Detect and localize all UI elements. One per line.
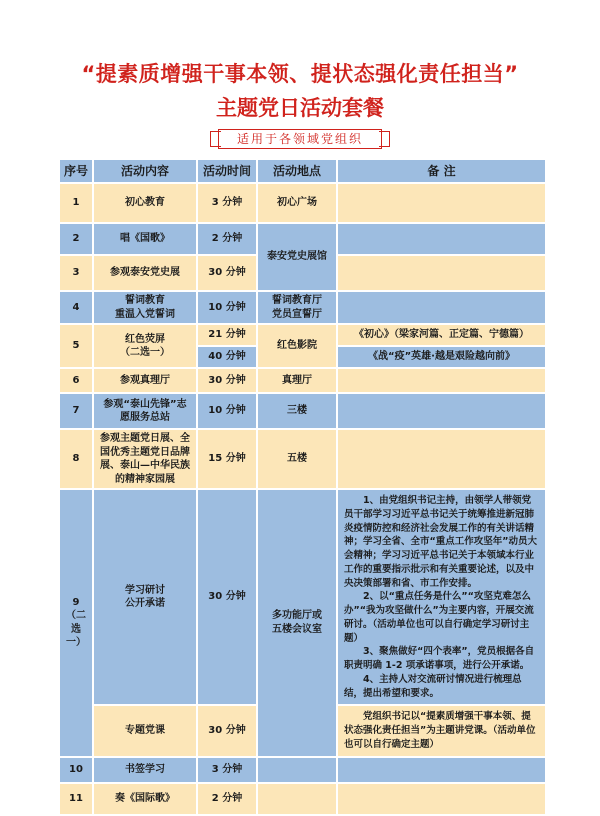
row-seq: 1 <box>59 183 93 223</box>
page-title-line1: “提素质增强干事本领、提状态强化责任担当” <box>81 62 519 86</box>
row-remark-a <box>337 489 546 705</box>
table-row <box>59 183 546 223</box>
row-place: 红色影院 <box>257 324 337 368</box>
content-line: 展、泰山—中华民族 <box>100 460 190 471</box>
table-row <box>59 368 546 393</box>
row-time-b: 30 分钟 <box>197 705 257 756</box>
row-seq: 8 <box>59 429 93 489</box>
seq-note: （二 <box>66 610 86 622</box>
row-remark <box>337 368 546 393</box>
row-place <box>257 783 337 815</box>
content-line: 愿服务总站 <box>120 412 170 423</box>
table-row <box>59 291 546 324</box>
row-content: 奏《国际歌》 <box>93 783 197 815</box>
row-remark-b <box>337 705 546 756</box>
remark-paragraph: 2、以“重点任务是什么”“攻坚克难怎么办”“我为攻坚做什么”为主要内容，开展交流研讨。（活动单位也可以自行确定学习研讨主题） <box>344 591 534 644</box>
place-line: 誓词教育厅 <box>272 295 322 306</box>
row-content <box>93 393 197 429</box>
content-line: （二选一） <box>120 347 170 358</box>
row-time: 2 分钟 <box>197 223 257 255</box>
row-content <box>93 429 197 489</box>
row-place <box>257 757 337 783</box>
row-seq: 7 <box>59 393 93 429</box>
row-time: 30 分钟 <box>197 255 257 291</box>
row-remark <box>337 291 546 324</box>
content-line: 的精神家园展 <box>115 473 175 485</box>
row-place <box>257 291 337 324</box>
row-seq: 3 <box>59 255 93 291</box>
seq-note: 一） <box>66 637 86 649</box>
row-remark-b: 《战“疫”英雄·越是艰险越向前》 <box>337 346 546 368</box>
row-seq <box>59 489 93 757</box>
page-title-line2: 主题党日活动套餐 <box>216 96 384 120</box>
row-remark <box>337 183 546 223</box>
row-content-b: 专题党课 <box>93 705 197 756</box>
table-row <box>59 429 546 489</box>
row-place: 五楼 <box>257 429 337 489</box>
subtitle-banner <box>210 127 390 151</box>
table-row <box>59 757 546 783</box>
row-seq: 10 <box>59 757 93 783</box>
content-line: 参观主题党日展、全 <box>100 433 190 444</box>
row-time: 10 分钟 <box>197 291 257 324</box>
row-place: 三楼 <box>257 393 337 429</box>
row-time: 3 分钟 <box>197 757 257 783</box>
row-time-b: 40 分钟 <box>197 346 257 368</box>
header-seq: 序号 <box>59 159 93 183</box>
table-row <box>59 393 546 429</box>
content-line: 国优秀主题党日品牌 <box>100 446 190 458</box>
row-content: 书签学习 <box>93 757 197 783</box>
row-remark-a: 《初心》（梁家河篇、正定篇、宁德篇） <box>337 324 546 346</box>
content-line: 誓词教育 <box>125 295 165 306</box>
row-content <box>93 324 197 368</box>
banner-right-ornament <box>379 131 390 147</box>
content-line: 参观“泰山先锋”志 <box>103 398 187 410</box>
place-line: 五楼会议室 <box>272 623 322 635</box>
seq-number: 9 <box>72 596 80 608</box>
row-content: 初心教育 <box>93 183 197 223</box>
content-line: 学习研讨 <box>125 584 165 596</box>
row-seq: 4 <box>59 291 93 324</box>
row-time-a: 21 分钟 <box>197 324 257 346</box>
table-row <box>59 783 546 815</box>
row-remark <box>337 393 546 429</box>
row-time: 3 分钟 <box>197 183 257 223</box>
row-remark <box>337 255 546 291</box>
row-time: 30 分钟 <box>197 368 257 393</box>
row-content: 参观真理厅 <box>93 368 197 393</box>
content-line: 红色荧屏 <box>125 333 165 345</box>
row-place <box>257 489 337 757</box>
remark-paragraph: 党组织书记以“提素质增强干事本领、提状态强化责任担当”为主题讲党课。（活动单位也可以自行确定主题） <box>344 711 536 751</box>
table-row <box>59 324 546 346</box>
remark-paragraph: 4、主持人对交流研讨情况进行梳理总结，提出希望和要求。 <box>344 673 522 699</box>
table-row <box>59 223 546 255</box>
subtitle: 适用于各领域党组织 <box>218 129 382 149</box>
row-content-a <box>93 489 197 705</box>
row-seq: 2 <box>59 223 93 255</box>
row-content: 唱《国歌》 <box>93 223 197 255</box>
table-header-row <box>59 159 546 183</box>
header-content: 活动内容 <box>93 159 197 183</box>
content-line: 重温入党誓词 <box>115 308 175 320</box>
row-place: 初心广场 <box>257 183 337 223</box>
row-content: 参观泰安党史展 <box>93 255 197 291</box>
place-line: 党员宣誓厅 <box>272 308 322 320</box>
row-remark <box>337 429 546 489</box>
remark-paragraph: 3、聚焦做好“四个表率”，党员根据各自职责明确 1-2 项承诺事项，进行公开承诺。 <box>344 646 535 672</box>
place-line: 多功能厅或 <box>272 610 322 622</box>
activity-table <box>58 158 547 816</box>
header-remark: 备 注 <box>337 159 546 183</box>
row-time: 15 分钟 <box>197 429 257 489</box>
row-seq: 6 <box>59 368 93 393</box>
row-seq: 5 <box>59 324 93 368</box>
row-remark <box>337 757 546 783</box>
seq-note: 选 <box>71 623 81 635</box>
header-time: 活动时间 <box>197 159 257 183</box>
row-seq: 11 <box>59 783 93 815</box>
row-time: 10 分钟 <box>197 393 257 429</box>
row-place: 真理厅 <box>257 368 337 393</box>
row-place: 泰安党史展馆 <box>257 223 337 291</box>
table-row <box>59 489 546 705</box>
row-time: 2 分钟 <box>197 783 257 815</box>
header-place: 活动地点 <box>257 159 337 183</box>
row-remark <box>337 783 546 815</box>
row-content <box>93 291 197 324</box>
content-line: 公开承诺 <box>125 598 165 610</box>
remark-paragraph: 1、由党组织书记主持，由领学人带领党员干部学习习近平总书记关于统筹推进新冠肺炎疫情防控和经济社会发展工作的有关讲话精神；学习全省、全市“重点工作攻坚年”动员大会精神；学习习近平总书记关于本领域本行业工作的重要指示批示和有关重要论述，以及中央决策部署和省、市工作安排。 <box>344 495 537 589</box>
row-remark <box>337 223 546 255</box>
row-time-a: 30 分钟 <box>197 489 257 705</box>
